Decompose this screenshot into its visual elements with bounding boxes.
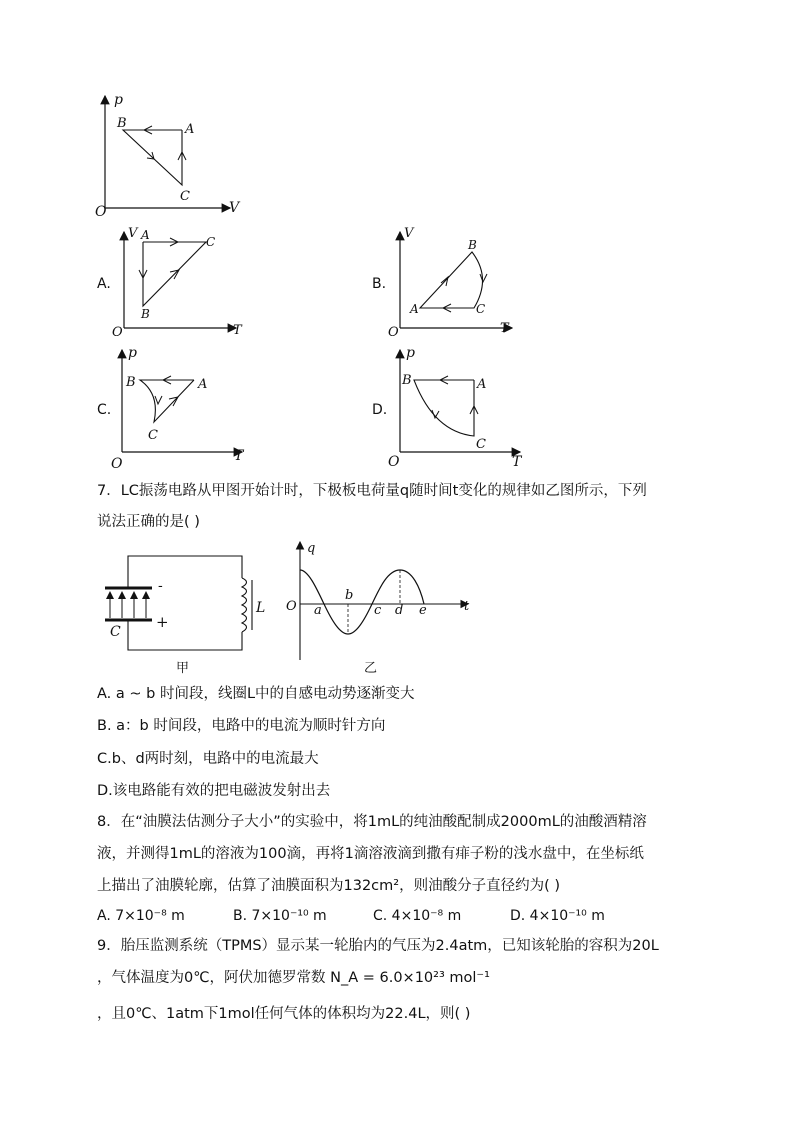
circuit-wire [128,620,242,650]
origin-label: O [286,599,297,614]
q7-circuit-diagram [100,550,275,662]
circuit-wire [128,556,242,588]
inductor-coil [242,578,247,632]
point-label-a: A [410,302,419,316]
origin-label: O [112,325,123,340]
x-axis-label: T [234,448,244,464]
q7-choice-d[interactable]: D.该电路能有效的把电磁波发射出去 [97,783,331,799]
point-label-a: A [185,122,195,137]
q9-line1: 9．胎压监测系统（TPMS）显示某一轮胎内的气压为2.4atm，已知该轮胎的容积为20L [97,938,659,954]
option-d-letter[interactable]: D. [372,402,388,418]
q7-choice-b[interactable]: B. a：b 时间段，电路中的电流为顺时针方向 [97,718,386,734]
q8-choice-c[interactable]: C. 4×10⁻⁸ m [373,908,462,924]
point-label-c: C [148,428,158,443]
y-axis-label: p [128,345,137,361]
q8-line3: 上描出了油膜轮廓，估算了油膜面积为132cm²，则油酸分子直径约为( ) [97,878,561,894]
plus-sign: + [156,613,169,631]
x-axis-label: t [464,599,470,614]
q8-choice-a[interactable]: A. 7×10⁻⁸ m [97,908,185,924]
y-axis-label: V [404,226,414,241]
option-b-letter[interactable]: B. [372,276,387,292]
point-label-b: B [126,375,136,390]
q8-choice-d[interactable]: D. 4×10⁻¹⁰ m [510,908,605,924]
x-axis-label: T [500,321,509,336]
cycle-path [123,130,182,185]
option-a-letter[interactable]: A. [97,276,111,292]
point-label-b: B [117,116,127,131]
q8-choice-b[interactable]: B. 7×10⁻¹⁰ m [233,908,327,924]
x-axis-label: T [512,454,522,470]
q9-line3: ，且0℃、1atm下1mol任何气体的体积均为22.4L，则( ) [97,1006,471,1022]
option-d-graph[interactable] [386,344,532,468]
inductor-label: L [256,600,266,616]
mark-b: b [345,588,354,603]
q6-main-graph [90,90,250,220]
point-label-c: C [180,189,190,204]
circuit-caption: 甲 [176,661,190,676]
arrow-mark [155,396,162,404]
cycle-path [140,380,194,422]
point-label-b: B [402,373,412,388]
origin-label: O [388,325,399,340]
point-label-a: A [198,377,208,392]
cycle-path [414,380,474,436]
origin-label: O [111,456,123,472]
mark-a: a [314,603,322,618]
option-a-graph[interactable] [110,226,250,338]
charge-curve [300,570,424,634]
q8-line2: 液，并测得1mL的溶液为100滴，再将1滴溶液滴到撒有痱子粉的浅水盘中，在坐标纸 [97,846,644,862]
cycle-path [420,252,483,308]
q9-line2: ，气体温度为0℃，阿伏加德罗常数 N_A = 6.0×10²³ mol⁻¹ [97,970,490,986]
option-c-letter[interactable]: C. [97,402,112,418]
cycle-path [143,242,206,306]
y-axis-label: p [114,92,123,108]
y-axis-label: V [128,226,138,241]
point-label-a: A [141,228,150,242]
y-axis-label: q [307,541,316,556]
q7-choice-c[interactable]: C.b、d两时刻，电路中的电流最大 [97,751,319,767]
origin-label: O [95,204,107,220]
q7-stem-line2: 说法正确的是( ) [97,514,200,530]
capacitor-label: C [110,624,121,640]
y-axis-label: p [406,345,415,361]
q7-stem-line1: 7．LC振荡电路从甲图开始计时，下极板电荷量q随时间t变化的规律如乙图所示，下列 [97,483,647,499]
graph-caption: 乙 [364,661,378,676]
point-label-a: A [477,377,487,392]
arrow-mark [480,274,487,282]
mark-d: d [395,603,404,618]
point-label-c: C [476,302,486,316]
minus-sign: - [158,578,163,594]
point-label-c: C [206,235,216,249]
x-axis-label: V [229,200,240,216]
mark-c: c [374,603,382,618]
q8-line1: 8．在“油膜法估测分子大小”的实验中，将1mL的纯油酸配制成2000mL的油酸酒精溶 [97,814,647,830]
q7-choice-a[interactable]: A. a ~ b 时间段，线圈L中的自感电动势逐渐变大 [97,686,415,702]
option-c-graph[interactable] [108,344,254,472]
arrow-mark [432,410,439,418]
point-label-b: B [141,307,150,321]
point-label-c: C [476,437,486,452]
origin-label: O [388,454,400,470]
x-axis-label: T [233,323,242,338]
point-label-b: B [468,238,477,252]
mark-e: e [419,603,427,618]
q7-q-t-graph [282,538,472,664]
option-b-graph[interactable] [386,226,526,338]
